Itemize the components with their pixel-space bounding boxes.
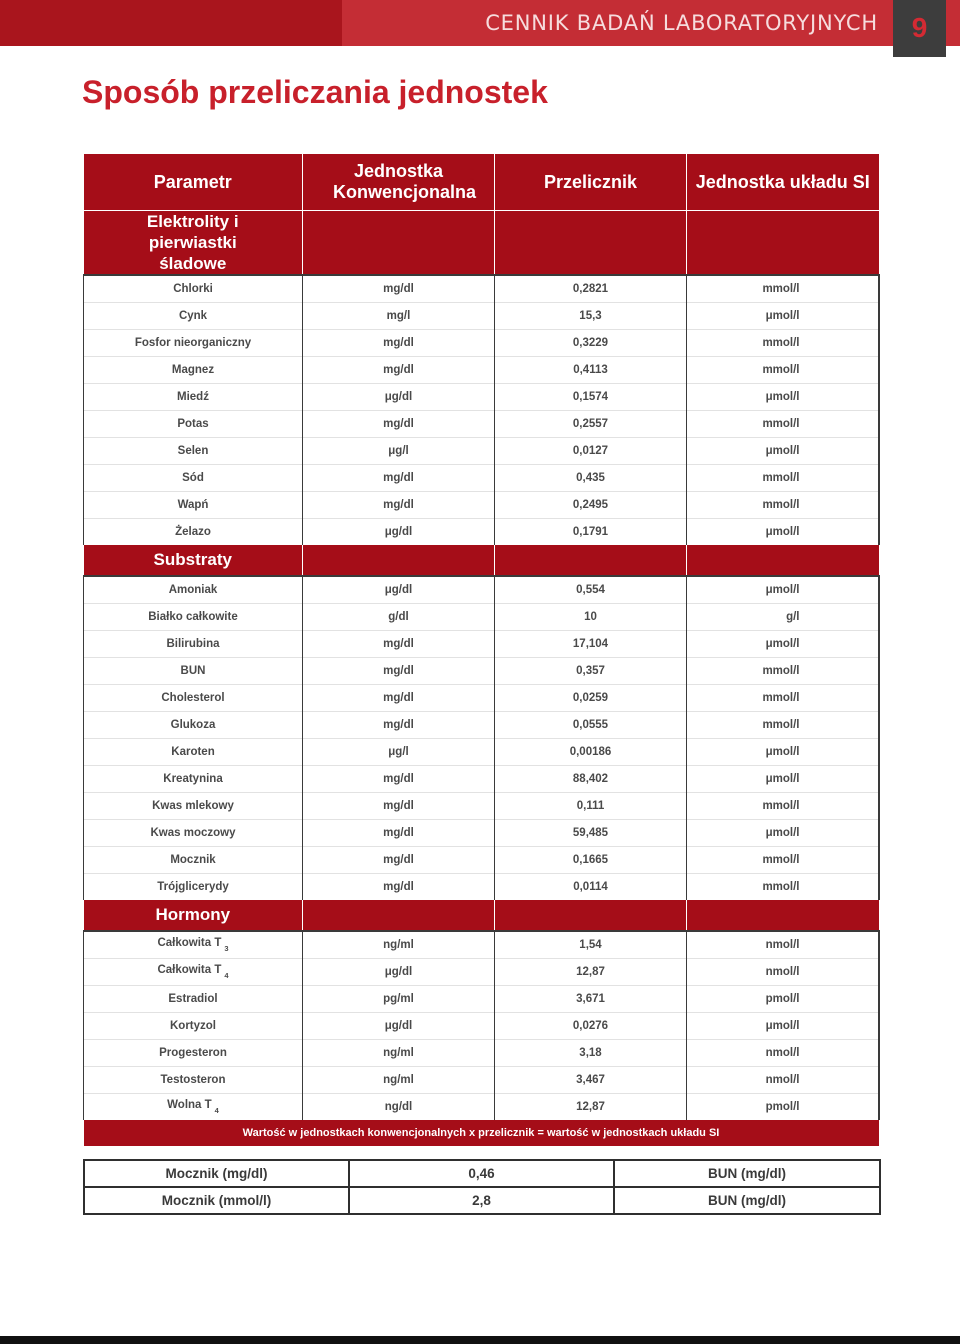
si-unit-cell: pmol/l (687, 986, 879, 1013)
table-row (84, 658, 879, 685)
conventional-unit-cell: mg/dl (303, 793, 495, 820)
parameter-cell: Cholesterol (84, 685, 303, 712)
si-unit-cell: mmol/l (687, 492, 879, 519)
table-row (84, 986, 879, 1013)
conventional-unit-cell: mg/dl (303, 275, 495, 303)
parameter-cell: Kwas mlekowy (84, 793, 303, 820)
parameter-cell: Białko całkowite (84, 604, 303, 631)
parameter-cell: Wapń (84, 492, 303, 519)
parameter-cell: Kortyzol (84, 1013, 303, 1040)
parameter-cell: Mocznik (84, 847, 303, 874)
table-row (84, 1013, 879, 1040)
section-header-cell (687, 900, 879, 931)
section-header-cell (303, 545, 495, 576)
section-header-cell (687, 211, 879, 276)
conventional-unit-cell: ng/ml (303, 931, 495, 959)
table-row (84, 465, 879, 492)
factor-cell: 0,435 (495, 465, 687, 492)
factor-cell: 3,467 (495, 1067, 687, 1094)
section-header (84, 545, 879, 576)
factor-cell: 0,1574 (495, 384, 687, 411)
header-title: CENNIK BADAŃ LABORATORYJNYCH (485, 11, 878, 35)
page-number: 9 (893, 0, 946, 57)
table-body (84, 211, 879, 1121)
table-row (84, 576, 879, 604)
section-header (84, 900, 879, 931)
table-row (84, 1040, 879, 1067)
table-row (84, 847, 879, 874)
section-header-cell (303, 211, 495, 276)
conventional-unit-cell: ng/ml (303, 1040, 495, 1067)
factor-cell: 0,00186 (495, 739, 687, 766)
factor-cell: 15,3 (495, 303, 687, 330)
table-row (84, 874, 879, 901)
conversion-row (84, 1160, 880, 1187)
si-unit-cell: mmol/l (687, 465, 879, 492)
parameter-cell: Kreatynina (84, 766, 303, 793)
parameter-cell: Bilirubina (84, 631, 303, 658)
parameter-subscript: 3 (224, 944, 229, 953)
conventional-unit-cell: mg/dl (303, 766, 495, 793)
parameter-cell: Cynk (84, 303, 303, 330)
parameter-cell (84, 931, 303, 959)
page-title: Sposób przeliczania jednostek (82, 74, 548, 110)
si-unit-cell: nmol/l (687, 1067, 879, 1094)
parameter-subscript: 4 (224, 971, 229, 980)
si-unit-cell: mmol/l (687, 275, 879, 303)
conventional-unit-cell: mg/dl (303, 631, 495, 658)
conventional-unit-cell: mg/dl (303, 685, 495, 712)
parameter-name: Wolna T (167, 1099, 212, 1111)
parameter-cell: Glukoza (84, 712, 303, 739)
section-title: Hormony (84, 900, 303, 931)
table-row (84, 492, 879, 519)
conventional-unit-cell: mg/dl (303, 820, 495, 847)
column-header-factor: Przelicznik (495, 154, 687, 211)
conventional-unit-cell: mg/dl (303, 492, 495, 519)
si-unit-cell: mmol/l (687, 712, 879, 739)
factor-cell: 59,485 (495, 820, 687, 847)
si-unit-cell: mmol/l (687, 874, 879, 901)
parameter-cell: Sód (84, 465, 303, 492)
table-row (84, 739, 879, 766)
table-row (84, 330, 879, 357)
parameter-subscript: 4 (214, 1106, 219, 1115)
parameter-cell: Selen (84, 438, 303, 465)
conventional-unit-cell: mg/dl (303, 357, 495, 384)
factor-cell: 88,402 (495, 766, 687, 793)
factor-cell: 3,18 (495, 1040, 687, 1067)
table-row (84, 411, 879, 438)
si-unit-cell: mmol/l (687, 685, 879, 712)
column-header-parameter: Parametr (84, 154, 303, 211)
table-row (84, 631, 879, 658)
table-row (84, 275, 879, 303)
conversion-factor: 2,8 (349, 1187, 614, 1214)
parameter-cell: Karoten (84, 739, 303, 766)
conventional-unit-cell: μg/dl (303, 1013, 495, 1040)
table-row (84, 384, 879, 411)
si-unit-cell: pmol/l (687, 1094, 879, 1121)
column-header-si-unit: Jednostka układu SI (687, 154, 879, 211)
factor-cell: 0,2821 (495, 275, 687, 303)
si-unit-cell: μmol/l (687, 631, 879, 658)
conventional-unit-cell: mg/dl (303, 847, 495, 874)
parameter-cell: Amoniak (84, 576, 303, 604)
column-header-conventional-unit: Jednostka Konwencjonalna (303, 154, 495, 211)
factor-cell: 1,54 (495, 931, 687, 959)
parameter-name: Całkowita T (157, 937, 222, 949)
section-header-cell (687, 545, 879, 576)
table-row (84, 685, 879, 712)
table-row (84, 931, 879, 959)
si-unit-cell: mmol/l (687, 793, 879, 820)
table-row (84, 1067, 879, 1094)
factor-cell: 0,0555 (495, 712, 687, 739)
urea-bun-conversion-table (83, 1159, 881, 1215)
conventional-unit-cell: mg/dl (303, 658, 495, 685)
conventional-unit-cell: mg/l (303, 303, 495, 330)
section-header-cell (495, 545, 687, 576)
factor-cell: 0,1665 (495, 847, 687, 874)
conventional-unit-cell: ng/dl (303, 1094, 495, 1121)
conventional-unit-cell: mg/dl (303, 465, 495, 492)
conventional-unit-cell: μg/l (303, 438, 495, 465)
table-row (84, 357, 879, 384)
si-unit-cell: mmol/l (687, 658, 879, 685)
table-row (84, 1094, 879, 1121)
si-unit-cell: mmol/l (687, 330, 879, 357)
parameter-cell: Progesteron (84, 1040, 303, 1067)
parameter-cell: Kwas moczowy (84, 820, 303, 847)
conventional-unit-cell: ng/ml (303, 1067, 495, 1094)
conventional-unit-cell: mg/dl (303, 330, 495, 357)
conventional-unit-cell: μg/dl (303, 384, 495, 411)
conventional-unit-cell: μg/dl (303, 959, 495, 986)
table-row (84, 820, 879, 847)
factor-cell: 0,0276 (495, 1013, 687, 1040)
table-row (84, 959, 879, 986)
conventional-unit-cell: μg/dl (303, 576, 495, 604)
conventional-unit-cell: mg/dl (303, 411, 495, 438)
factor-cell: 0,111 (495, 793, 687, 820)
si-unit-cell: mmol/l (687, 357, 879, 384)
parameter-cell: Potas (84, 411, 303, 438)
conversion-source: Mocznik (mmol/l) (84, 1187, 349, 1214)
parameter-cell: Miedź (84, 384, 303, 411)
parameter-cell (84, 959, 303, 986)
parameter-cell: Magnez (84, 357, 303, 384)
table-row (84, 766, 879, 793)
factor-cell: 12,87 (495, 1094, 687, 1121)
factor-cell: 0,1791 (495, 519, 687, 546)
conversion-table (83, 154, 880, 1146)
factor-cell: 0,2495 (495, 492, 687, 519)
si-unit-cell: mmol/l (687, 847, 879, 874)
table-row (84, 303, 879, 330)
parameter-cell: Testosteron (84, 1067, 303, 1094)
conversion-factor: 0,46 (349, 1160, 614, 1187)
conventional-unit-cell: μg/l (303, 739, 495, 766)
si-unit-cell: μmol/l (687, 1013, 879, 1040)
section-header-cell (303, 900, 495, 931)
si-unit-cell: nmol/l (687, 1040, 879, 1067)
si-unit-cell: μmol/l (687, 384, 879, 411)
factor-cell: 3,671 (495, 986, 687, 1013)
conversion-target: BUN (mg/dl) (614, 1187, 880, 1214)
factor-cell: 0,0259 (495, 685, 687, 712)
si-unit-cell: μmol/l (687, 766, 879, 793)
si-unit-cell: μmol/l (687, 438, 879, 465)
conversion-row (84, 1187, 880, 1214)
si-unit-cell: nmol/l (687, 959, 879, 986)
si-unit-cell: μmol/l (687, 739, 879, 766)
header-bar-accent (0, 0, 342, 46)
conversion-source: Mocznik (mg/dl) (84, 1160, 349, 1187)
parameter-cell: BUN (84, 658, 303, 685)
si-unit-cell: nmol/l (687, 931, 879, 959)
conventional-unit-cell: pg/ml (303, 986, 495, 1013)
si-unit-cell: g/l (687, 604, 879, 631)
formula-row (84, 1120, 879, 1146)
parameter-cell (84, 1094, 303, 1121)
parameter-cell: Estradiol (84, 986, 303, 1013)
factor-cell: 0,357 (495, 658, 687, 685)
si-unit-cell: mmol/l (687, 411, 879, 438)
parameter-name: Całkowita T (157, 964, 222, 976)
section-header-cell (495, 211, 687, 276)
parameter-cell: Trójglicerydy (84, 874, 303, 901)
footer-bar (0, 1336, 960, 1344)
conventional-unit-cell: mg/dl (303, 874, 495, 901)
si-unit-cell: μmol/l (687, 820, 879, 847)
factor-cell: 0,554 (495, 576, 687, 604)
section-header (84, 211, 879, 276)
section-header-cell (495, 900, 687, 931)
factor-cell: 0,0114 (495, 874, 687, 901)
parameter-cell: Fosfor nieorganiczny (84, 330, 303, 357)
formula-text: Wartość w jednostkach konwencjonalnych x przelicznik = wartość w jednostkach układu SI (84, 1120, 879, 1146)
factor-cell: 12,87 (495, 959, 687, 986)
section-title: Substraty (84, 545, 303, 576)
factor-cell: 0,0127 (495, 438, 687, 465)
factor-cell: 17,104 (495, 631, 687, 658)
parameter-cell: Żelazo (84, 519, 303, 546)
factor-cell: 0,4113 (495, 357, 687, 384)
conversion-target: BUN (mg/dl) (614, 1160, 880, 1187)
factor-cell: 0,3229 (495, 330, 687, 357)
parameter-cell: Chlorki (84, 275, 303, 303)
table-row (84, 604, 879, 631)
factor-cell: 10 (495, 604, 687, 631)
table-row (84, 438, 879, 465)
conventional-unit-cell: μg/dl (303, 519, 495, 546)
table-row (84, 793, 879, 820)
table-header (84, 154, 879, 211)
table-row (84, 712, 879, 739)
si-unit-cell: μmol/l (687, 303, 879, 330)
conventional-unit-cell: mg/dl (303, 712, 495, 739)
factor-cell: 0,2557 (495, 411, 687, 438)
conventional-unit-cell: g/dl (303, 604, 495, 631)
si-unit-cell: μmol/l (687, 576, 879, 604)
table-row (84, 519, 879, 546)
section-title: Elektrolity i pierwiastki śladowe (84, 211, 303, 276)
si-unit-cell: μmol/l (687, 519, 879, 546)
